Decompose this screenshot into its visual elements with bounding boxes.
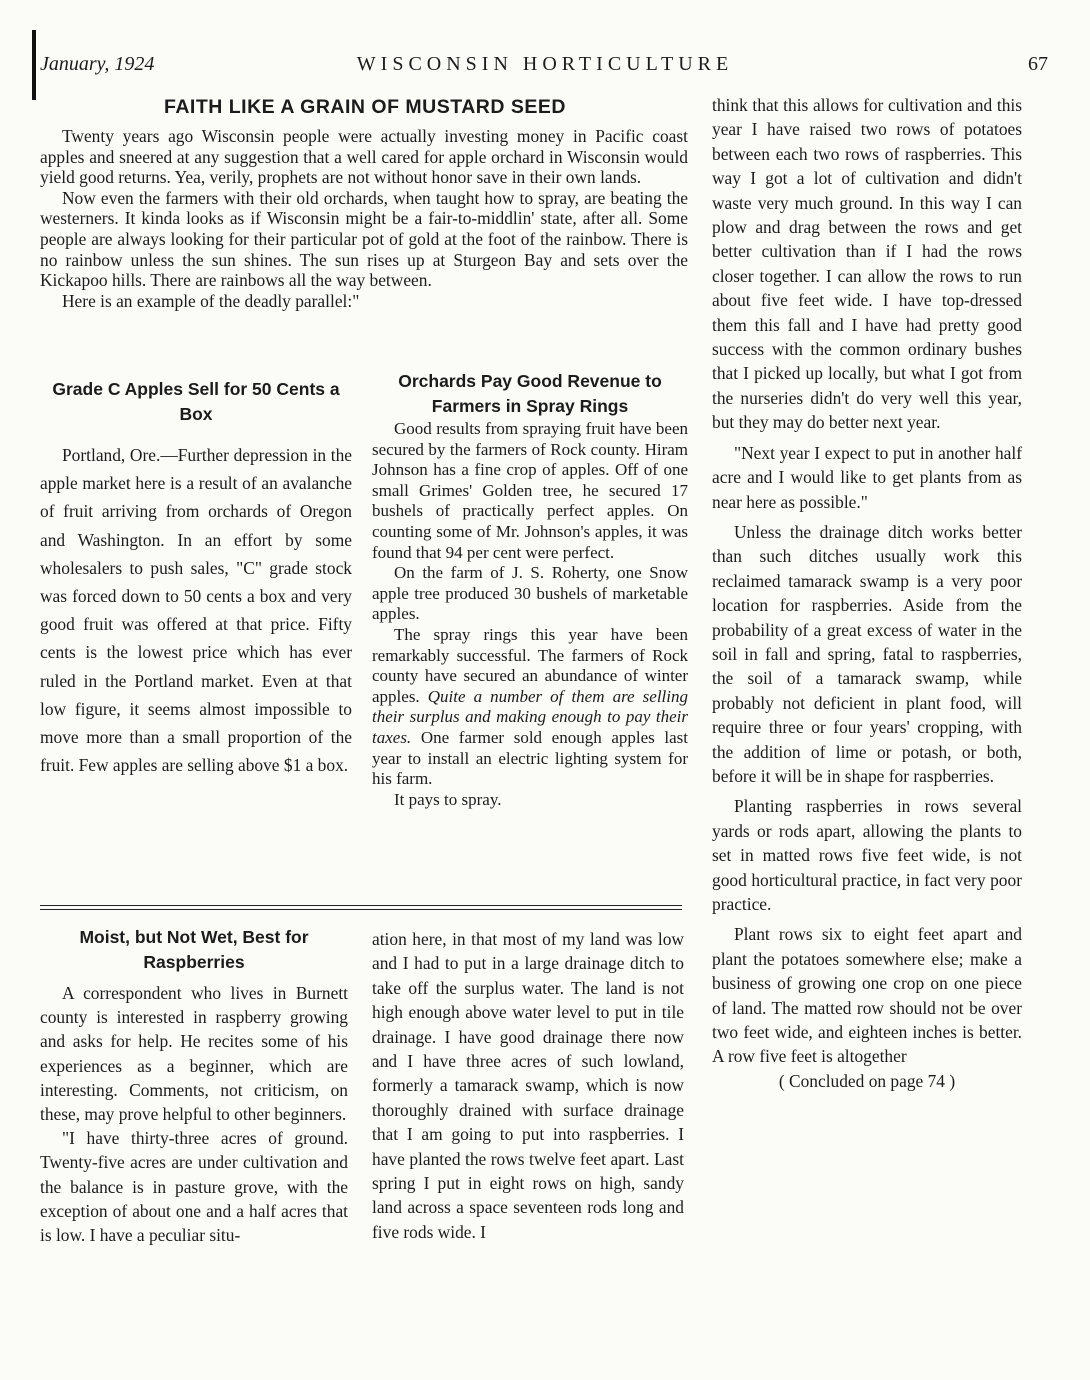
article3-paragraph: [372, 625, 688, 790]
article4-paragraph: Planting raspberries in rows several yards or rods apart, allowing the plants to set in matted rows five feet wide, is not good horticultural practice, in fact very poor practice.: [712, 796, 1022, 914]
article4-paragraph: "I have thirty-three acres of ground. Twenty-five acres are under cultivation and the balance is in pasture grove, with the exception of about one and a half acres that is low. I have a peculiar situ-: [40, 1128, 348, 1246]
article1-paragraph: Now even the farmers with their old orchards, when taught how to spray, are beating the westerners. It kinda looks as if Wisconsin might be a fair-to-middlin' state, after all. Some people are always looking for their particular pot of gold at the foot of the rainbow. There is no rainbow unless the sun shines. The sun rises up at Sturgeon Bay and sets over the Kickapoo hills. There are rainbows all the way between.: [40, 187, 688, 291]
article1-title: FAITH LIKE A GRAIN OF MUSTARD SEED: [164, 96, 566, 118]
article1-paragraph: Here is an example of the deadly parallel:": [62, 290, 360, 311]
article4-column-2: [372, 927, 684, 1244]
article2-heading: Grade C Apples Sell for 50 Cents a Box: [52, 379, 340, 424]
article3-italic-text: Quite a number of them are selling their surplus and making enough to pay their taxes.: [372, 686, 689, 747]
article4-paragraph: "Next year I expect to put in another half acre and I would like to get plants from as near here as possible.": [712, 442, 1022, 512]
article4-column-1: [40, 925, 348, 1247]
article3-column: [372, 369, 688, 810]
article4-paragraph: Unless the drainage ditch works better than such ditches usually work this reclaimed tamarack swamp is a very poor location for raspberries. Aside from the probability of a great excess of water in the soil in fall and spring, fatal to raspberries, the soil of a tamarack swamp, while probably not deficient in plant food, will require three or four years' cropping, with the addition of lime or potash, or both, before it will be in shape for raspberries.: [712, 521, 1022, 786]
article3-paragraph: It pays to spray.: [394, 789, 502, 809]
article4-paragraph: A correspondent who lives in Burnett county is interested in raspberry growing and asks for help. He recites some of his experiences as a beginner, which are interesting. Comments, not criticism, on these, may prove helpful to other beginners.: [40, 983, 348, 1125]
article4-paragraph: ation here, in that most of my land was low and I had to put in a large drainage ditch to take off the surplus water. The land is not high enough above water level to put in tile drainage. I have good drainage there now and I have three acres of such lowland, formerly a tamarack swamp, which is now thoroughly drained with surface drainage that I am going to put into raspberries. I have planted the rows twelve feet apart. Last spring I put in eight rows on high, sandy land across a space seventeen rods long and five rods wide. I: [372, 929, 684, 1242]
article2-column: [40, 377, 352, 779]
article4-heading: Moist, but Not Wet, Best for Raspberries: [79, 927, 309, 972]
article2-body: Portland, Ore.—Further depression in the apple market here is a result of an avalanche of fruit arriving from orchards of Oregon and Washington. In an effort by some wholesalers to push sales, "C" grade stock was forced down to 50 cents a box and very good fruit was offered at that price. Fifty cents is the lowest price which has ever ruled in the Portland market. Even at that low figure, it seems almost impossible to move more than a small proportion of the fruit. Few apples are selling above $1 a box.: [40, 445, 352, 776]
article3-text: One farmer sold enough apples last year to install an electric lighting system for his farm.: [372, 727, 689, 789]
article4-paragraph: think that this allows for cultivation and this year I have raised two rows of potatoes between each two rows of raspberries. This way I got a lot of cultivation and didn't waste very much ground. In this way I can plow and drag between the rows and get better cultivation than if I had the rows closer together. I can allow the rows to run about five feet wide. I have top-dressed them this fall and I have had pretty good success with the common ordinary bushes that I picked up locally, but what I got from the nurseries didn't do very well this year, but they may do better next year.: [712, 95, 1022, 433]
header-page-number: 67: [1028, 53, 1048, 75]
article3-paragraph: On the farm of J. S. Roherty, one Snow apple tree produced 30 bushels of marketable apples.: [372, 563, 688, 624]
article3-paragraph: Good results from spraying fruit have been secured by the farmers of Rock county. Hiram Johnson has a fine crop of apples. Off of one small Grimes' Golden tree, he secured 17 bushels of practically perfect apples. On counting some of Mr. Johnson's apples, it was found that 94 per cent were perfect.: [372, 419, 688, 562]
article4-paragraph: Plant rows six to eight feet apart and plant the potatoes somewhere else; make a business of growing one crop on one piece of land. The matted row should not be over two feet wide, and eighteen inches is better. A row five feet is altogether: [712, 924, 1022, 1067]
article4-column-3: [712, 93, 1022, 1093]
header-date: January, 1924: [40, 53, 155, 75]
section-divider: [40, 905, 682, 910]
article1-paragraph: Twenty years ago Wisconsin people were actually investing money in Pacific coast apples and sneered at any suggestion that a well cared for apple orchard in Wisconsin would yield good returns. Yea, verily, prophets are not without honor save in their own lands.: [40, 126, 688, 188]
continuation-note: ( Concluded on page 74 ): [778, 1070, 956, 1091]
article3-heading: Orchards Pay Good Revenue to Farmers in Spray Rings: [398, 371, 662, 416]
article3-text: The spray rings this year have been remarkably successful. The farmers of Rock county have secured an abundance of winter apples.: [372, 624, 688, 706]
article1-body: [40, 126, 688, 311]
header-journal-title: WISCONSIN HORTICULTURE: [356, 53, 734, 75]
